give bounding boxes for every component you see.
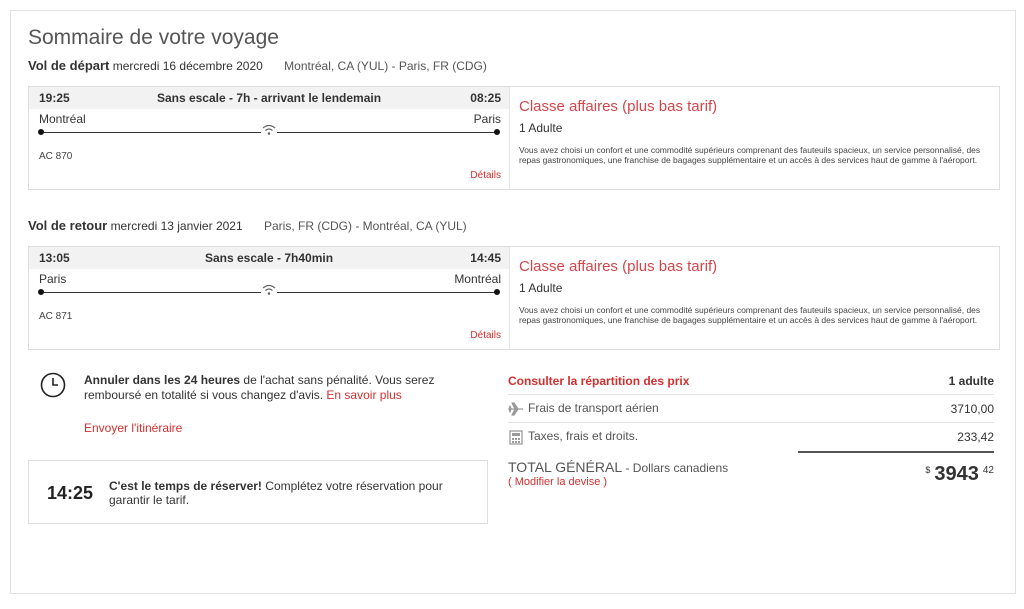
departure-time: 13:05	[39, 251, 70, 265]
outbound-route: Montréal, CA (YUL) - Paris, FR (CDG)	[284, 59, 487, 73]
cancellation-text: de l'achat sans pénalité. Vous serez remboursé en totalité si vous changez d'avis.	[84, 373, 435, 402]
origin-city: Montréal	[39, 112, 86, 126]
price-breakdown-link[interactable]: Consulter la répartition des prix	[508, 374, 690, 388]
fare-description: Vous avez choisi un confort et une commodité supérieurs comprenant des fauteuils spacieux, un service personnalisé, des repas gastronomiques, une franchise de bagages supplémentaire et un accès à des services haut de gamme à l'aéroport.	[519, 305, 981, 325]
fare-description: Vous avez choisi un confort et une commodité supérieurs comprenant des fauteuils spacieux, un service personnalisé, des repas gastronomiques, une franchise de bagages supplémentaire et un accès à des services haut de gamme à l'aéroport.	[519, 145, 981, 165]
arrival-time: 08:25	[470, 91, 501, 105]
cabin-class: Classe affaires (plus bas tarif)	[519, 258, 718, 275]
timer-text: Complétez votre réservation pour garantir le tarif.	[109, 479, 443, 507]
destination-city: Montréal	[454, 272, 501, 286]
page-title: Sommaire de votre voyage	[28, 26, 279, 49]
destination-dot	[494, 129, 500, 135]
destination-dot	[494, 289, 500, 295]
return-time-bar	[29, 247, 509, 269]
currency-symbol: $	[925, 465, 931, 475]
total-cents: 42	[982, 465, 994, 476]
modify-currency-link[interactable]: ( Modifier la devise )	[508, 476, 608, 488]
cabin-class: Classe affaires (plus bas tarif)	[519, 98, 718, 115]
price-value: 3710,00	[950, 402, 994, 416]
airplane-icon	[508, 401, 524, 417]
origin-dot	[38, 129, 44, 135]
total-divider	[798, 451, 994, 453]
details-link[interactable]: Détails	[470, 170, 501, 181]
price-row-taxes	[508, 422, 994, 449]
flight-number: AC 870	[39, 151, 73, 162]
flight-number: AC 871	[39, 311, 73, 322]
return-date: mercredi 13 janvier 2021	[110, 219, 243, 233]
origin-dot	[38, 289, 44, 295]
return-header	[28, 218, 467, 233]
countdown-time: 14:25	[47, 483, 94, 503]
total-label: TOTAL GÉNÉRAL	[508, 459, 623, 475]
outbound-flight-card	[28, 86, 1000, 190]
send-itinerary-link[interactable]: Envoyer l'itinéraire	[84, 421, 183, 435]
booking-timer-box	[28, 460, 488, 524]
total-whole: 3943	[934, 463, 979, 485]
price-value: 233,42	[957, 430, 994, 444]
outbound-time-bar	[29, 87, 509, 109]
currency-label: - Dollars canadiens	[622, 461, 729, 475]
return-label: Vol de retour	[28, 218, 108, 233]
clock-icon	[40, 372, 66, 398]
passenger-count: 1 Adulte	[519, 121, 563, 135]
price-row-airfare	[508, 394, 994, 421]
cancellation-bold: Annuler dans les 24 heures	[84, 373, 241, 387]
return-route: Paris, FR (CDG) - Montréal, CA (YUL)	[263, 219, 467, 233]
timer-bold: C'est le temps de réserver!	[109, 479, 262, 493]
grand-total-label	[508, 459, 728, 475]
wifi-icon	[261, 283, 277, 297]
wifi-icon	[261, 123, 277, 137]
price-label: Frais de transport aérien	[528, 401, 659, 415]
cancellation-policy	[84, 373, 464, 403]
stops-duration: Sans escale - 7h - arrivant le lendemain	[156, 91, 382, 105]
outbound-header	[28, 58, 487, 73]
return-flight-card	[28, 246, 1000, 350]
receipt-icon	[508, 429, 524, 445]
return-timeline	[29, 247, 510, 349]
passenger-column-header: 1 adulte	[948, 374, 994, 388]
departure-time: 19:25	[39, 91, 70, 105]
passenger-count: 1 Adulte	[519, 281, 563, 295]
stops-duration: Sans escale - 7h40min	[204, 251, 334, 265]
timer-message	[109, 479, 469, 507]
outbound-label: Vol de départ	[28, 58, 110, 73]
price-label: Taxes, frais et droits.	[528, 429, 639, 443]
origin-city: Paris	[39, 272, 67, 286]
details-link[interactable]: Détails	[470, 330, 501, 341]
destination-city: Paris	[473, 112, 501, 126]
outbound-timeline	[29, 87, 510, 189]
grand-total-amount	[925, 463, 994, 486]
arrival-time: 14:45	[470, 251, 501, 265]
outbound-date: mercredi 16 décembre 2020	[112, 59, 263, 73]
learn-more-link[interactable]: En savoir plus	[326, 388, 402, 402]
